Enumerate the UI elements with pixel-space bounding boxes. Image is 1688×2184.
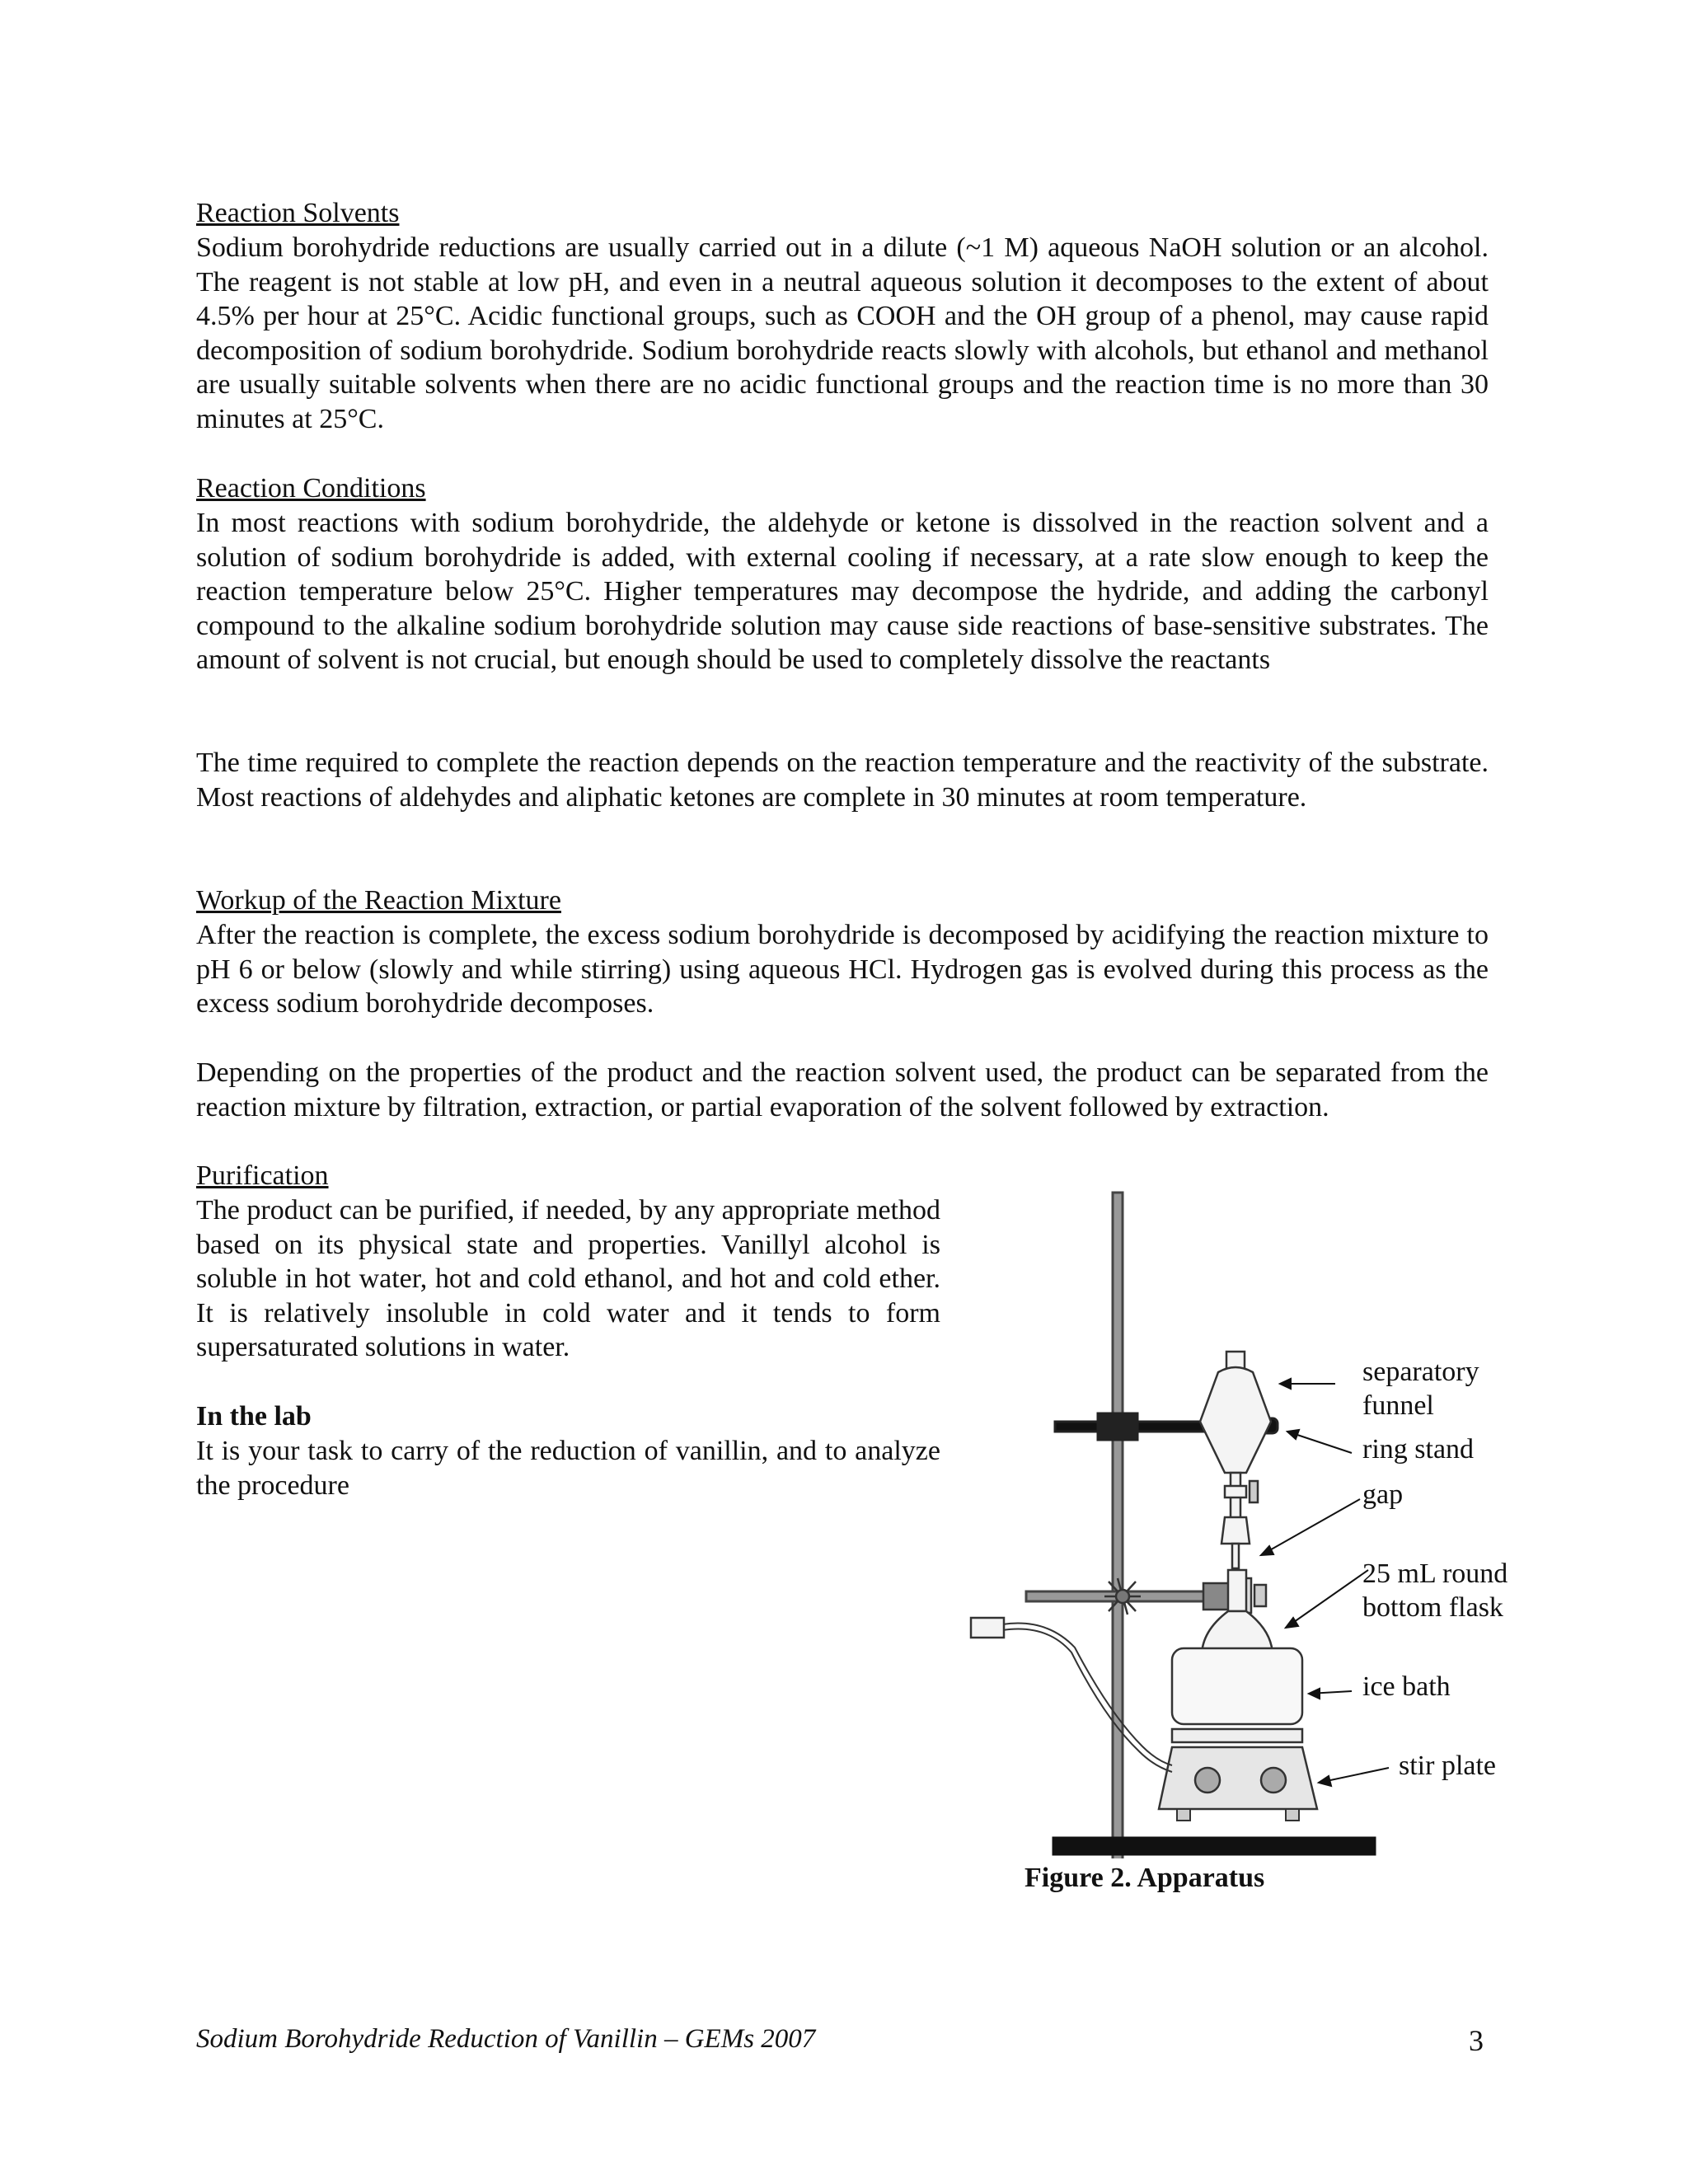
label-separatory-funnel: separatory funnel [1362, 1357, 1479, 1421]
paragraph-in-the-lab: It is your task to carry of the reduction of vanillin, and to analyze the procedure [196, 1436, 940, 1501]
separatory-funnel [1200, 1352, 1271, 1568]
paragraph-separation: Depending on the properties of the product and the reaction solvent used, the product can be separated from the reaction mixture by filtration, extraction, or partial evaporation of the solvent followed by extraction. [196, 1057, 1489, 1122]
stir-plate-top [1172, 1729, 1302, 1742]
heading-reaction-conditions: Reaction Conditions [196, 473, 426, 504]
stir-plate [1159, 1747, 1317, 1809]
power-plug [971, 1618, 1004, 1638]
paragraph-reaction-time: The time required to complete the reaction depends on the reaction temperature and the reactivity of the substrate. Most reactions of aldehydes and aliphatic ketones are complete in 30 minutes at room temperature. [196, 748, 1489, 813]
stand-base [1053, 1838, 1375, 1854]
label-ice-bath: ice bath [1362, 1671, 1451, 1702]
paragraph-reaction-solvents: Sodium borohydride reductions are usually carried out in a dilute (~1 M) aqueous NaOH solution or an alcohol. The reagent is not stable at low pH, and even in a neutral aqueous solution it decomposes to the extent of about 4.5% per hour at 25°C. Acidic functional groups, such as COOH and the OH group of a phenol, may cause rapid decomposition of sodium borohydride. Sodium borohydride reacts slowly with alcohols, but ethanol and methanol are usually suitable solvents when there are no acidic functional groups and the reaction time is no more than 30 minutes at 25°C. [196, 232, 1489, 434]
paragraph-purification: The product can be purified, if needed, by any appropriate method based on its physical state and properties. Vanillyl alcohol is soluble in hot water, hot and cold ethanol, and hot and cold ether. It is relatively insoluble in cold water and it tends to form supersaturated solutions in water. [196, 1195, 940, 1363]
heading-in-the-lab: In the lab [196, 1401, 312, 1432]
heading-workup: Workup of the Reaction Mixture [196, 885, 561, 916]
paragraph-reaction-conditions: In most reactions with sodium borohydride, the aldehyde or ketone is dissolved in the reaction solvent and a solution of sodium borohydride is added, with external cooling if necessary, at a rate slow enough to keep the reaction temperature below 25°C. Higher temperatures may decompose the hydride, and adding the carbonyl compound to the alkaline sodium borohydride solution may cause side reactions of base-sensitive substrates. The amount of solvent is not crucial, but enough should be used to completely dissolve the reactants [196, 508, 1489, 676]
stand-rod [1113, 1193, 1123, 1858]
label-gap: gap [1362, 1479, 1404, 1510]
paragraph-workup: After the reaction is complete, the excess sodium borohydride is decomposed by acidifying the reaction mixture to pH 6 or below (slowly and while stirring) using aqueous HCl. Hydrogen gas is evolved during this process as the excess sodium borohydride decomposes. [196, 920, 1489, 1019]
figure-caption: Figure 2. Apparatus [1025, 1863, 1265, 1893]
page-number: 3 [1469, 2024, 1484, 2057]
heading-purification: Purification [196, 1160, 329, 1191]
label-flask: 25 mL round bottom flask [1362, 1558, 1508, 1623]
footer-title: Sodium Borohydride Reduction of Vanillin – GEMs 2007 [196, 2024, 816, 2054]
heading-reaction-solvents: Reaction Solvents [196, 198, 400, 228]
label-stir-plate: stir plate [1399, 1750, 1497, 1781]
label-ring-stand: ring stand [1362, 1434, 1475, 1465]
apparatus-figure [956, 1174, 1404, 1858]
ring-clamp-boss [1098, 1413, 1137, 1440]
ice-bath [1172, 1648, 1302, 1724]
stir-knob-right [1261, 1768, 1286, 1793]
stir-knob-left [1195, 1768, 1220, 1793]
